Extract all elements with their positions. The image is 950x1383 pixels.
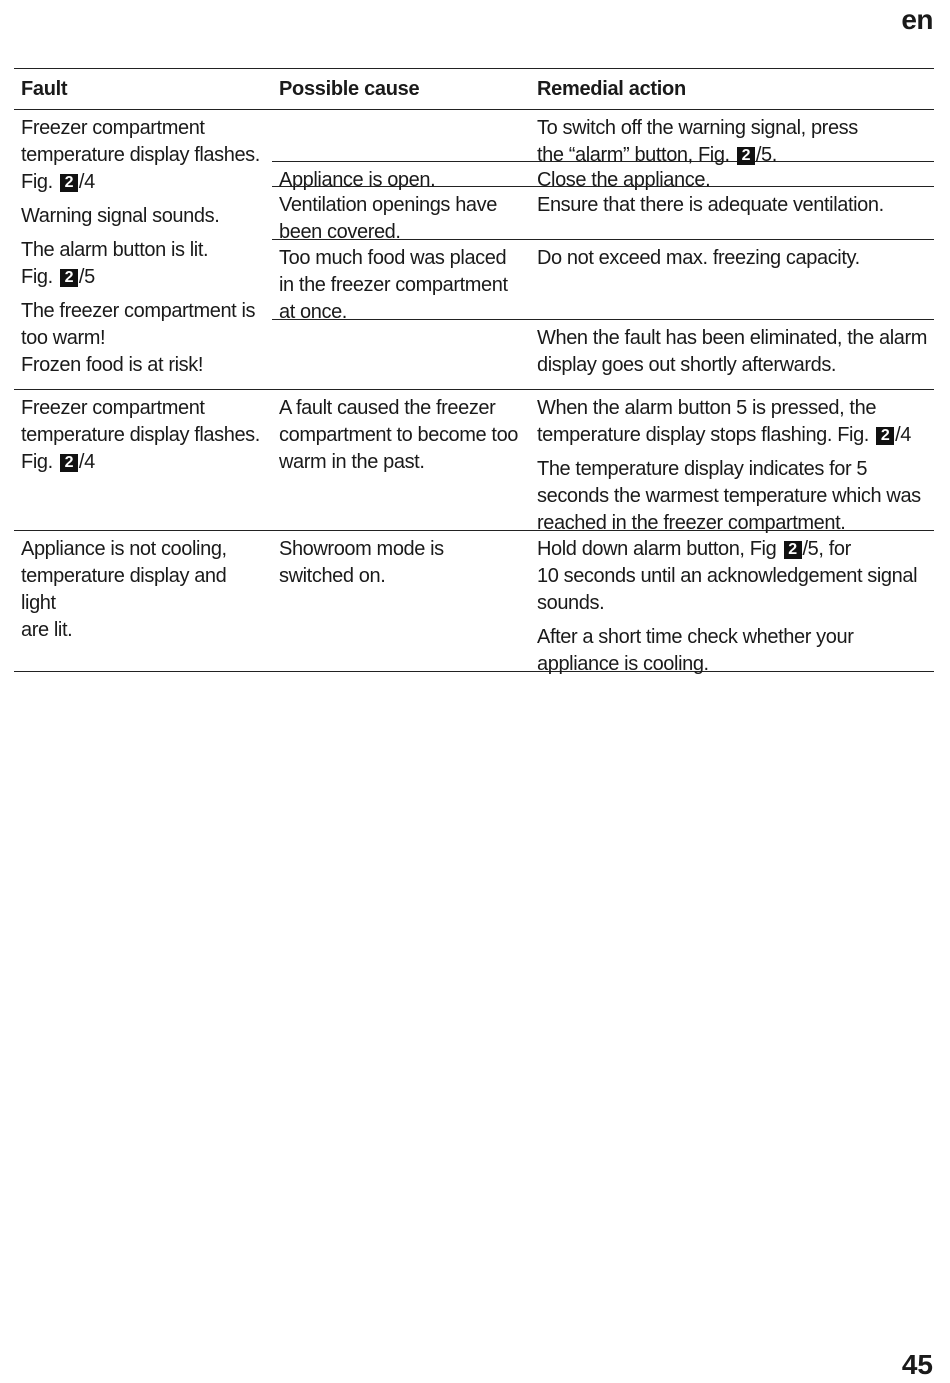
action-cell: To switch off the warning signal, press the “alarm” button, Fig. 2 /5. (537, 117, 858, 166)
sub-rows (272, 110, 934, 389)
cause-cell: Showroom mode is switched on. (279, 538, 444, 587)
cause-cell (272, 320, 530, 389)
table-row-showroom-mode (14, 531, 934, 675)
sub-row (272, 240, 934, 323)
action-cell: Do not exceed max. freezing capacity. (537, 247, 860, 269)
figure-badge: 2 (737, 147, 755, 165)
cause-cell: Ventilation openings have been covered. (279, 194, 497, 243)
cause-cell: Too much food was placed in the freezer compartment at once. (279, 247, 508, 323)
action-cell: Close the appliance. (537, 169, 711, 191)
figure-badge: 2 (60, 454, 78, 472)
fault-cell: Appliance is not cooling, temperature display and light are lit. (21, 538, 227, 641)
language-code: en (901, 4, 933, 35)
action-cell: Ensure that there is adequate ventilation. (537, 194, 884, 216)
fault-cell: Freezer compartment temperature display flashes. Fig. 2 /4 (21, 397, 260, 473)
table-row-past-fault (14, 390, 934, 534)
sub-row (272, 162, 934, 191)
action-cell: Hold down alarm button, Fig 2 /5, for 10 seconds until an acknowledgement signal sounds. After a short time check whether your appliance is cooling. (537, 538, 918, 675)
sub-row (272, 110, 934, 166)
column-header-fault: Fault (21, 77, 68, 100)
table-header (14, 69, 934, 110)
figure-badge: 2 (876, 427, 894, 445)
sub-row (272, 187, 934, 243)
figure-badge: 2 (60, 269, 78, 287)
column-header-remedial-action: Remedial action (537, 77, 686, 100)
figure-badge: 2 (60, 174, 78, 192)
cause-cell: A fault caused the freezer compartment to become too warm in the past. (279, 397, 519, 473)
troubleshooting-table (14, 68, 934, 675)
sub-row (272, 320, 934, 376)
cause-cell: Appliance is open. (279, 169, 436, 191)
fault-cell: Freezer compartment temperature display flashes. Fig. 2 /4 Warning signal sounds. The alarm button is lit. Fig. 2 /5 The freezer compartment is too warm! Frozen food is at risk! (21, 117, 260, 376)
table-row-freezer-warm (14, 110, 934, 390)
figure-badge: 2 (784, 541, 802, 559)
action-cell: When the alarm button 5 is pressed, the temperature display stops flashing. Fig. 2 /4 The temperature display indicates for 5 seconds the warmest temperature which was reached in the freezer compartment. (537, 397, 921, 534)
column-header-possible-cause: Possible cause (279, 77, 420, 100)
page-number: 45 (901, 1349, 933, 1380)
action-cell: When the fault has been eliminated, the alarm display goes out shortly afterwards. (537, 327, 928, 376)
